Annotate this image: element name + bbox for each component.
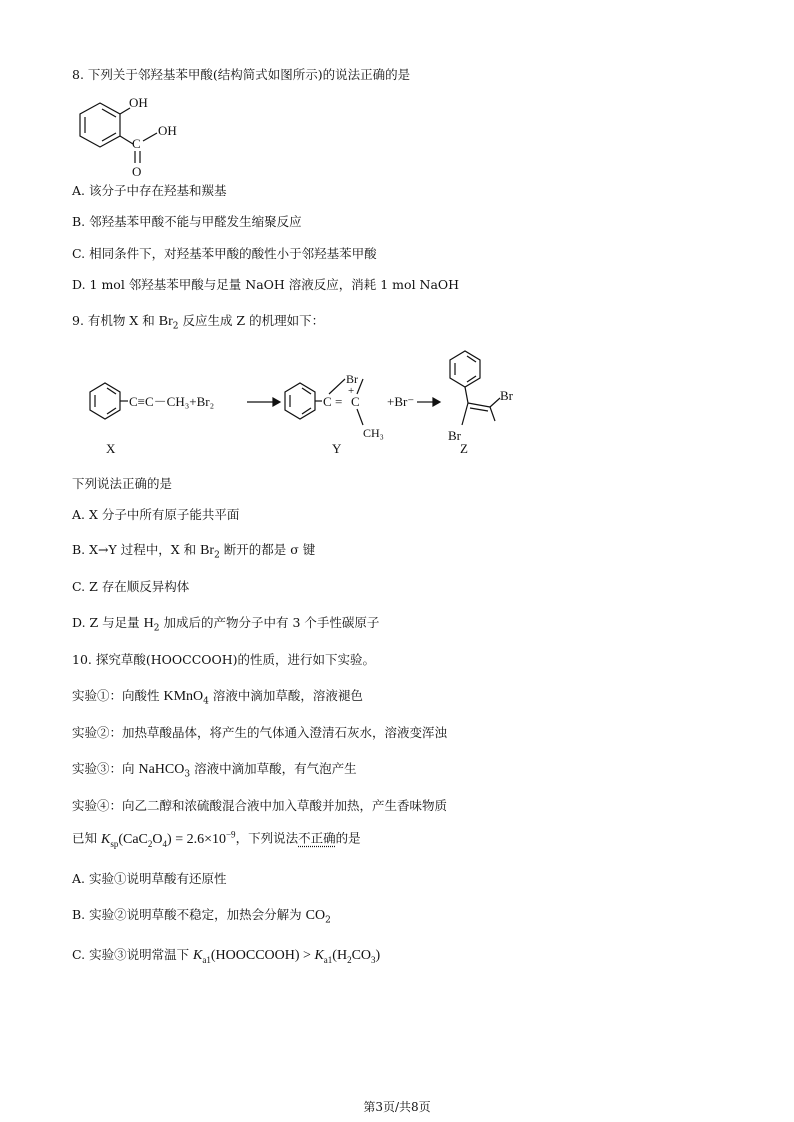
q10-given-ksp: 已知 $K_{sp}(CaC_2O_4) = 2.6\times 10^{-9}$，下列说法不正确的是 <box>72 829 361 849</box>
q8-option-b: B. 邻羟基苯甲酸不能与甲醛发生缩聚反应 <box>72 214 302 229</box>
reaction-mechanism-scheme <box>70 345 530 465</box>
x-label: X <box>106 441 116 456</box>
q10-experiment-2: 实验②：加热草酸晶体，将产生的气体通入澄清石灰水，溶液变浑浊 <box>72 725 448 740</box>
y-double-bond: = <box>335 394 343 409</box>
q9-option-b: B. X→Y 过程中，X 和 $Br_2$ 断开的都是 σ 键 <box>72 542 316 561</box>
y-bromonium: Br <box>346 372 358 386</box>
y-carbon-left: C <box>323 394 332 409</box>
y-label: Y <box>332 441 342 456</box>
q9-option-d: D. Z 与足量 $H_2$ 加成后的产物分子中有 3 个手性碳原子 <box>72 615 380 634</box>
y-methyl: CH₃ <box>363 426 384 440</box>
acid-hydroxyl-label: OH <box>158 123 177 138</box>
y-plus-charge: + <box>348 385 355 397</box>
z-bromine-right: Br <box>500 388 513 403</box>
q10-option-a: A. 实验①说明草酸有还原性 <box>72 871 227 886</box>
q10-stem: 10. 探究草酸(HOOCCOOH)的性质，进行如下实验。 <box>72 652 376 667</box>
salicylic-acid-structure <box>70 88 210 183</box>
q9-option-a: A. X 分子中所有原子能共平面 <box>72 507 240 522</box>
oxygen-label: O <box>132 164 142 179</box>
page-footer: 第3页/共8页 <box>363 1100 431 1114</box>
q8-option-c: C. 相同条件下，对羟基苯甲酸的酸性小于邻羟基苯甲酸 <box>72 246 377 261</box>
q9-option-c: C. Z 存在顺反异构体 <box>72 579 190 594</box>
z-label: Z <box>460 441 468 456</box>
q10-option-c: C. 实验③说明常温下 $K_{a1}(HOOCCOOH) > K_{a1}(H_2CO_3)$ <box>72 947 381 965</box>
z-bromine-left: Br <box>448 428 461 443</box>
q9-stem: 9. 有机物 X 和 $Br_2$ 反应生成 Z 的机理如下： <box>72 313 325 332</box>
q10-option-b: B. 实验②说明草酸不稳定，加热会分解为 $CO_2$ <box>72 907 331 926</box>
q10-experiment-3: 实验③：向 NaHCO$_3$ 溶液中滴加草酸，有气泡产生 <box>72 761 357 780</box>
q8-option-a: A. 该分子中存在羟基和羰基 <box>72 183 227 198</box>
q10-experiment-4: 实验④：向乙二醇和浓硫酸混合液中加入草酸并加热，产生香味物质 <box>72 798 448 813</box>
x-chain: C≡C－CH₃+Br₂ <box>129 394 215 409</box>
y-carbon-right: C <box>351 394 360 409</box>
emphasis-not-correct: 不正确 <box>298 830 336 846</box>
q8-stem: 8. 下列关于邻羟基苯甲酸(结构简式如图所示)的说法正确的是 <box>72 67 411 82</box>
carbon-label: C <box>132 136 141 151</box>
hydroxyl-label: OH <box>129 95 148 110</box>
q9-lead: 下列说法正确的是 <box>72 476 173 491</box>
q8-option-d: D. 1 mol 邻羟基苯甲酸与足量 NaOH 溶液反应，消耗 1 mol NaOH <box>72 277 460 292</box>
bromide-ion: +Br⁻ <box>387 394 415 409</box>
q10-experiment-1: 实验①：向酸性 KMnO$_4$ 溶液中滴加草酸，溶液褪色 <box>72 688 363 707</box>
